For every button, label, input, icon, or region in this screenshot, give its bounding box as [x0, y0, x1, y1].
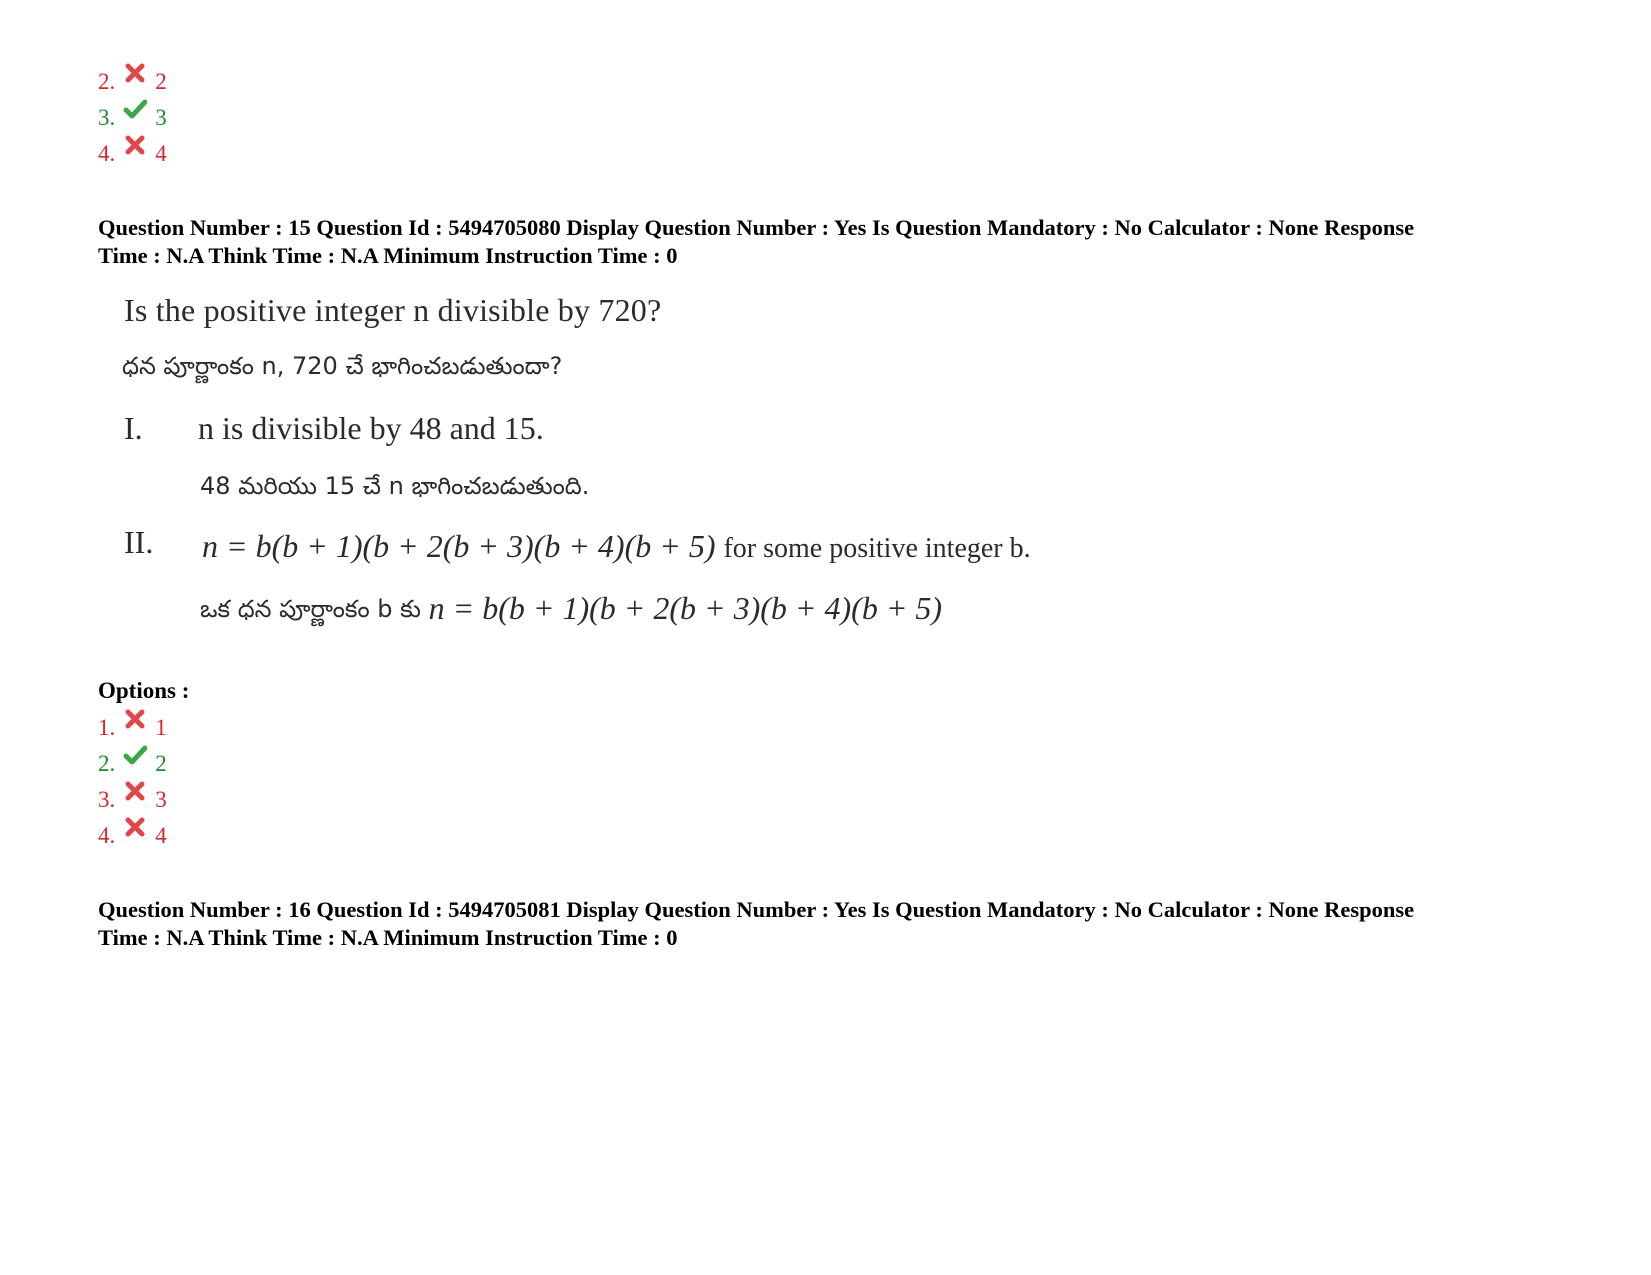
options-label: Options : — [98, 678, 190, 703]
q15-question-english: Is the positive integer n divisible by 720? — [124, 292, 662, 328]
cross-icon — [123, 708, 147, 730]
option-number: 1. — [98, 715, 116, 740]
option-number: 2. — [98, 751, 116, 776]
cross-icon — [123, 62, 147, 84]
stmt2-english — [202, 528, 1031, 565]
cross-icon — [123, 816, 147, 838]
option-value: 3 — [155, 787, 167, 812]
stmt2-telugu-formula: n = b(b + 1)(b + 2(b + 3)(b + 4)(b + 5) — [428, 590, 943, 626]
stmt2-telugu-prefix: ఒక ధన పూర్ణాంకం b కు — [200, 595, 421, 623]
q16-meta-line1: Question Number : 16 Question Id : 5494705081 Display Question Number : Yes Is Question Mandatory : No Calculator : None Response — [98, 897, 1415, 922]
stmt2-tail: for some positive integer b. — [723, 533, 1031, 564]
stmt2-formula: n = b(b + 1)(b + 2(b + 3)(b + 4)(b + 5) — [202, 528, 716, 564]
q16-meta-line2: Time : N.A Think Time : N.A Minimum Instruction Time : 0 — [98, 925, 678, 950]
stmt1-telugu: 48 మరియు 15 చే n భాగించబడుతుంది. — [200, 472, 590, 500]
option-number: 4. — [98, 141, 116, 166]
stmt2-telugu — [200, 588, 942, 629]
cross-icon — [123, 780, 147, 802]
q15-option-2 — [98, 750, 167, 780]
check-icon — [123, 98, 147, 120]
q15-option-1 — [98, 714, 167, 744]
option-number: 3. — [98, 787, 116, 812]
q15-question-image — [120, 292, 1080, 652]
cross-icon — [123, 134, 147, 156]
q15-meta-line1: Question Number : 15 Question Id : 5494705080 Display Question Number : Yes Is Question Mandatory : No Calculator : None Response — [98, 215, 1415, 240]
option-value: 3 — [155, 105, 167, 130]
check-icon — [123, 744, 147, 766]
q15-option-3 — [98, 786, 167, 816]
q15-option-4 — [98, 822, 167, 852]
option-value: 2 — [155, 69, 167, 94]
prev-option-2 — [98, 68, 167, 98]
prev-option-4 — [98, 140, 167, 170]
option-value: 4 — [155, 823, 167, 848]
prev-option-3 — [98, 104, 167, 134]
option-value: 1 — [155, 715, 167, 740]
option-value: 4 — [155, 141, 167, 166]
q15-meta-line2: Time : N.A Think Time : N.A Minimum Instruction Time : 0 — [98, 243, 678, 268]
q15-question-telugu: ధన పూర్ణాంకం n, 720 చే భాగించబడుతుందా? — [122, 352, 563, 380]
stmt1-roman: I. — [124, 410, 143, 446]
stmt1-english: n is divisible by 48 and 15. — [198, 410, 544, 446]
option-number: 2. — [98, 69, 116, 94]
option-value: 2 — [155, 751, 167, 776]
option-number: 4. — [98, 823, 116, 848]
stmt2-roman: II. — [124, 524, 154, 560]
option-number: 3. — [98, 105, 116, 130]
